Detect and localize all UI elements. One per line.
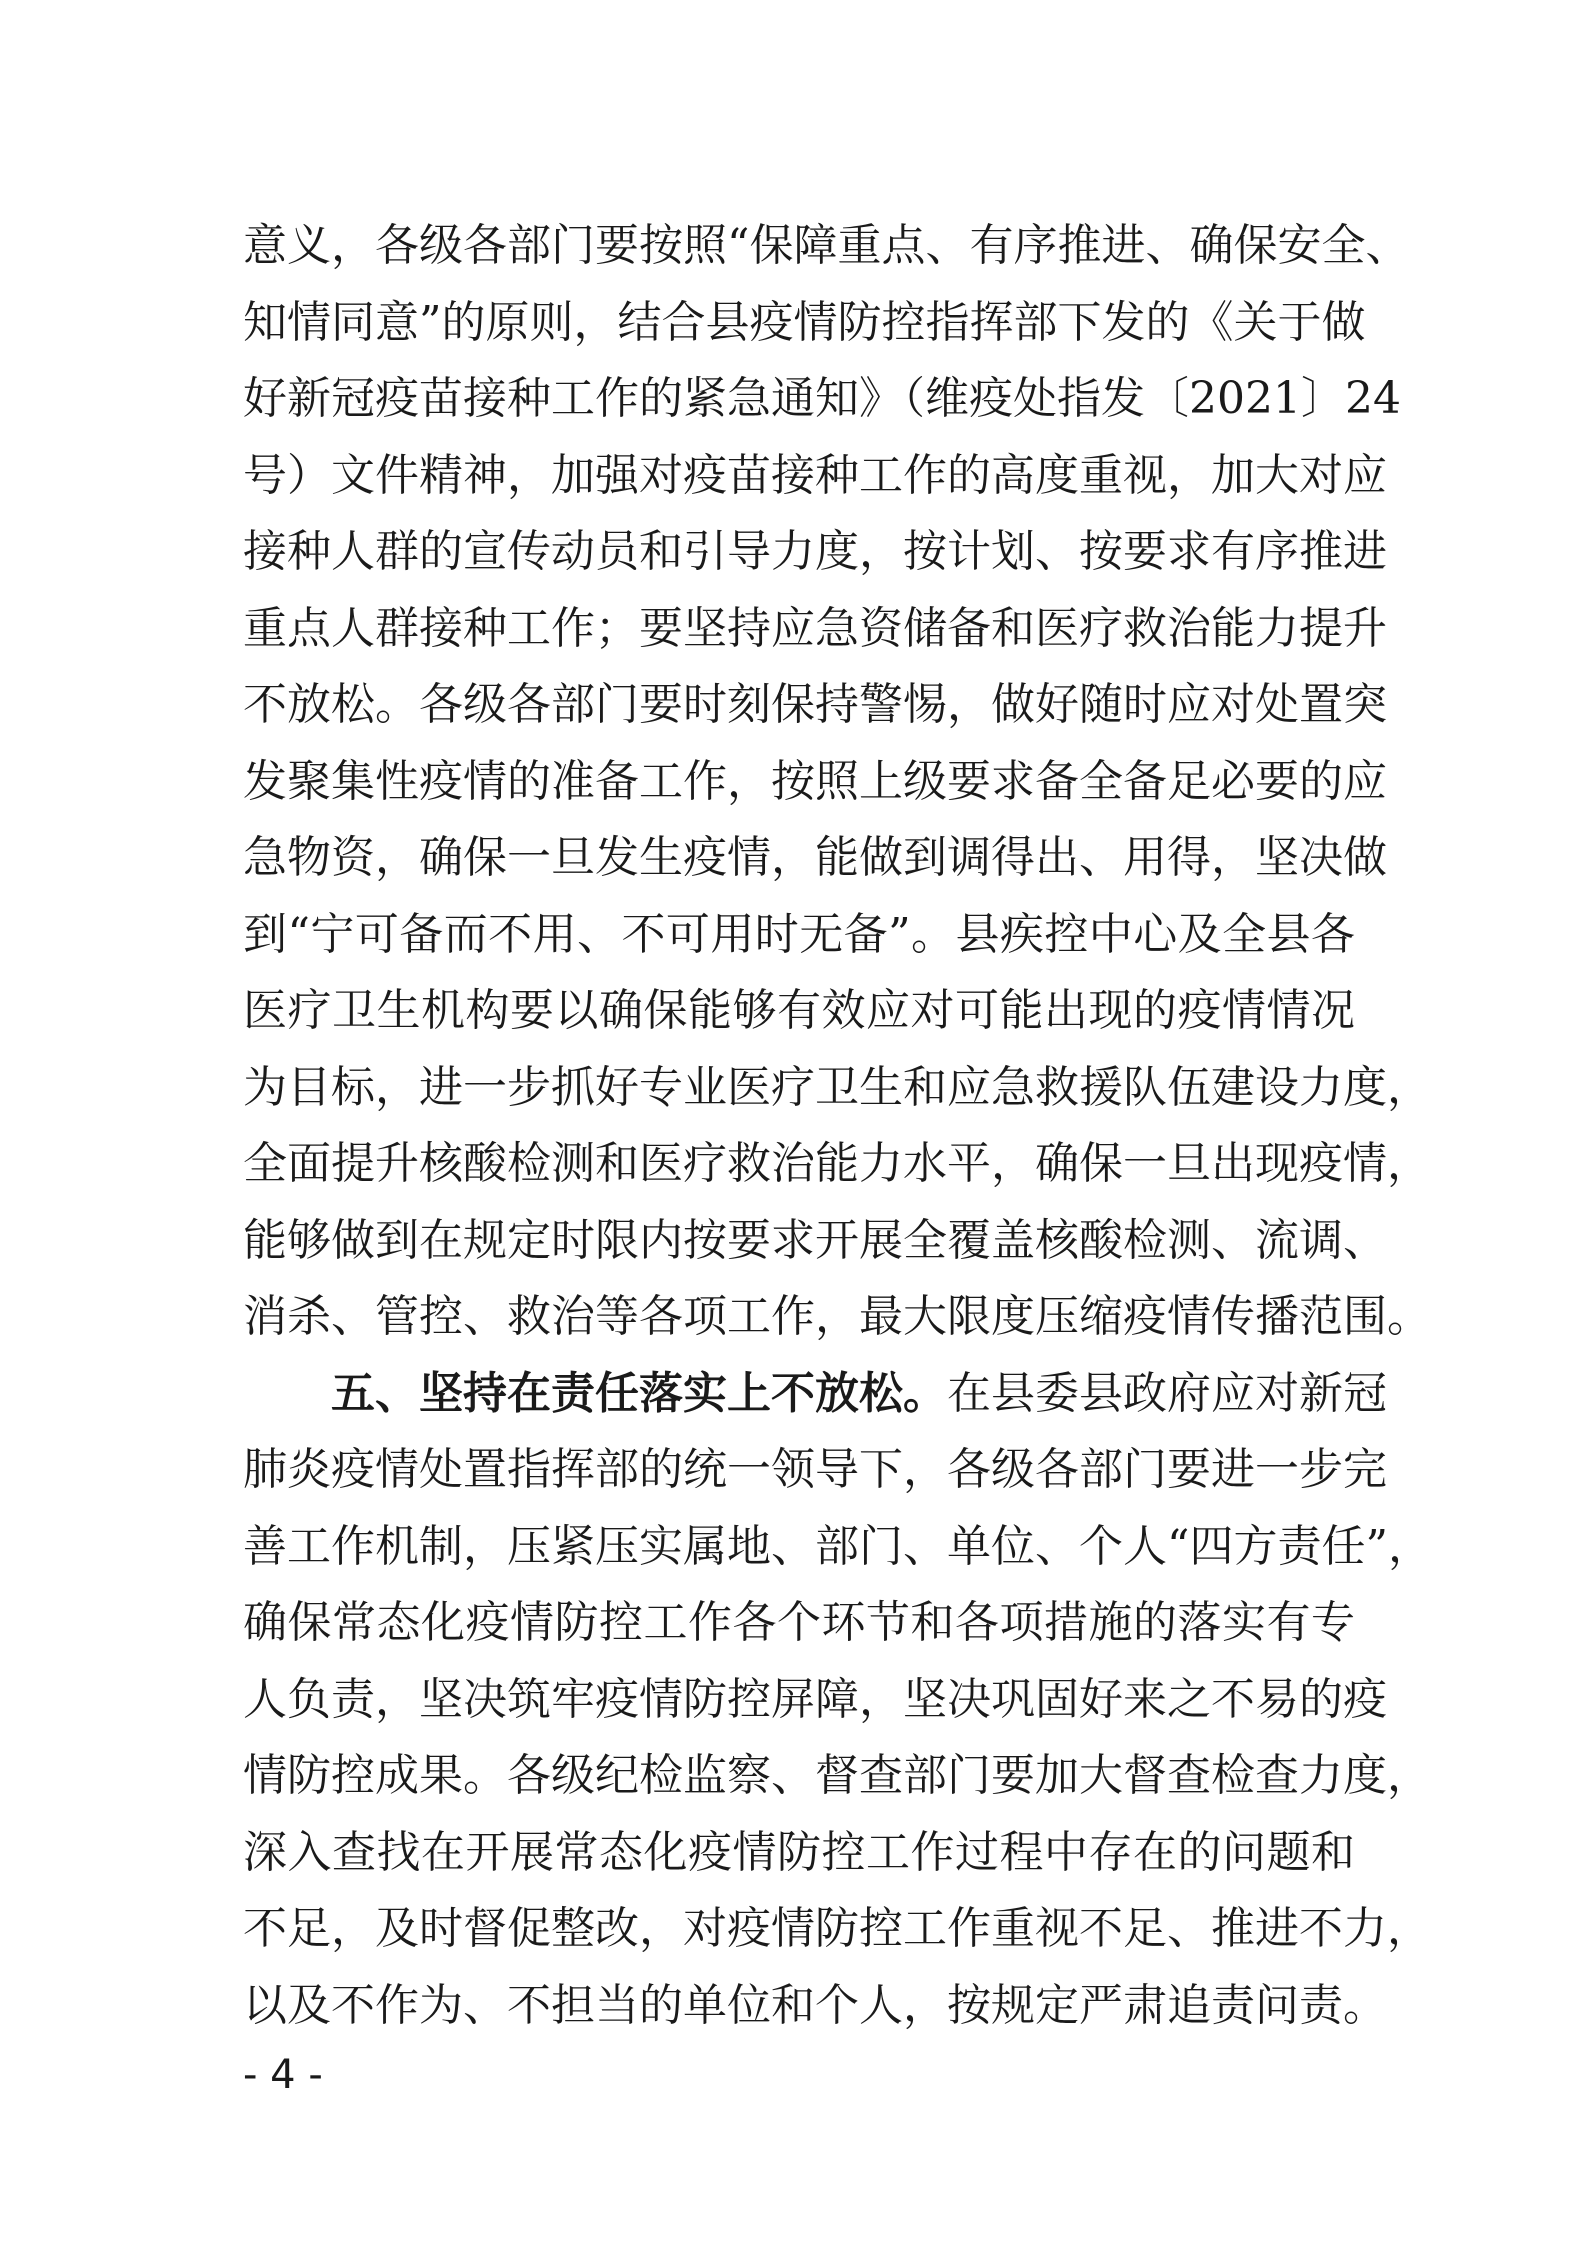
section-heading: 五、坚持在责任落实上不放松。 <box>331 1367 947 1419</box>
text-fragment: 在县委县政府应对新冠 <box>947 1367 1387 1419</box>
text-line: 全面提升核酸检测和医疗救治能力水平，确保一旦出现疫情， <box>243 1138 1431 1189</box>
text-line: 人负责，坚决筑牢疫情防控屏障，坚决巩固好来之不易的疫 <box>243 1673 1387 1725</box>
text-line: 不足，及时督促整改，对疫情防控工作重视不足、推进不力， <box>243 1903 1431 1954</box>
text-line: 重点人群接种工作；要坚持应急资储备和医疗救治能力提升 <box>243 602 1387 654</box>
text-line: 以及不作为、不担当的单位和个人，按规定严肃追责问责。 <box>243 1979 1387 2031</box>
text-line: 情防控成果。各级纪检监察、督查部门要加大督查检查力度， <box>243 1750 1431 1801</box>
text-line: 好新冠疫苗接种工作的紧急通知》（维疫处指发〔2021〕24 <box>243 373 1401 424</box>
document-body <box>243 208 1432 2044</box>
paragraph-vaccination <box>243 208 1431 1356</box>
text-line: 知情同意”的原则，结合县疫情防控指挥部下发的《关于做 <box>243 296 1366 348</box>
text-line: 为目标，进一步抓好专业医疗卫生和应急救援队伍建设力度， <box>243 1061 1431 1113</box>
text-line: 意义，各级各部门要按照“保障重点、有序推进、确保安全、 <box>243 220 1410 271</box>
text-line: 到“宁可备而不用、不可用时无备”。县疾控中心及全县各 <box>243 908 1355 960</box>
text-line: 能够做到在规定时限内按要求开展全覆盖核酸检测、流调、 <box>243 1214 1387 1266</box>
text-line: 急物资，确保一旦发生疫情，能做到调得出、用得，坚决做 <box>243 832 1387 883</box>
text-line: 肺炎疫情处置指挥部的统一领导下，各级各部门要进一步完 <box>243 1444 1387 1495</box>
text-line: 确保常态化疫情防控工作各个环节和各项措施的落实有专 <box>243 1597 1355 1648</box>
page-number: - 4 - <box>243 2052 323 2098</box>
text-line: 不放松。各级各部门要时刻保持警惕，做好随时应对处置突 <box>243 679 1387 730</box>
text-line: 发聚集性疫情的准备工作，按照上级要求备全备足必要的应 <box>243 755 1387 807</box>
text-line: 消杀、管控、救治等各项工作，最大限度压缩疫情传播范围。 <box>243 1291 1431 1342</box>
text-line-first <box>243 1356 1387 1433</box>
text-line: 接种人群的宣传动员和引导力度，按计划、按要求有序推进 <box>243 526 1387 577</box>
text-line: 号）文件精神，加强对疫苗接种工作的高度重视，加大对应 <box>243 449 1387 501</box>
text-line: 深入查找在开展常态化疫情防控工作过程中存在的问题和 <box>243 1826 1355 1878</box>
paragraph-responsibility <box>243 1356 1432 2045</box>
text-line: 医疗卫生机构要以确保能够有效应对可能出现的疫情情况 <box>243 985 1355 1036</box>
text-line: 善工作机制，压紧压实属地、部门、单位、个人“四方责任”， <box>243 1520 1432 1572</box>
